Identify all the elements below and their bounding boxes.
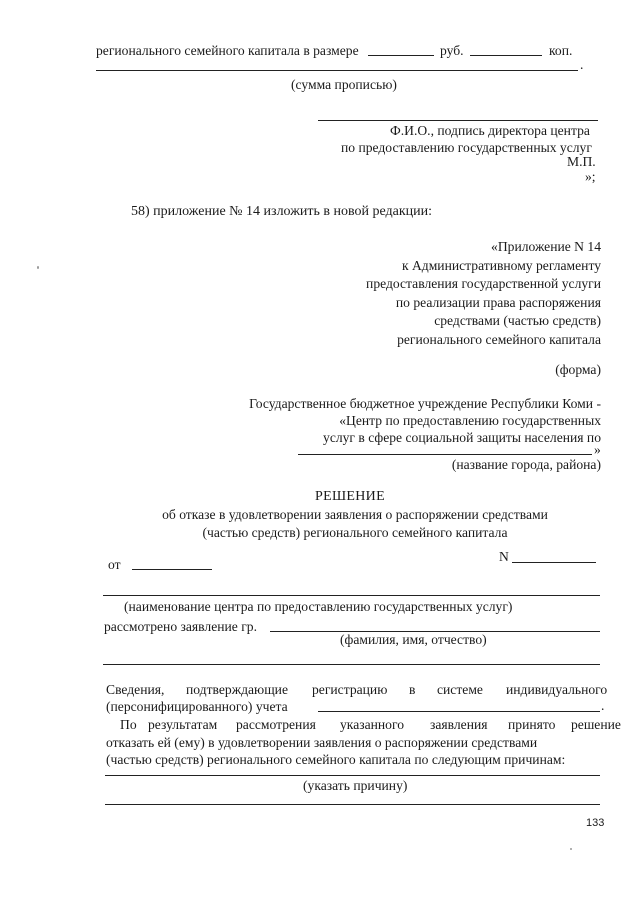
decision-subtitle-2: (частью средств) регионального семейного капитала [202,525,508,540]
city-district-line [298,454,592,455]
appendix-line-1: «Приложение N 14 [491,239,601,254]
result-word-2: результатам [148,717,218,732]
scan-speck [570,848,572,850]
info-word-2: подтверждающие [186,682,288,697]
signature-line [318,120,598,121]
reason-line [105,775,600,776]
decision-title: РЕШЕНИЕ [315,489,385,504]
appendix-line-2: к Административному регламенту [401,258,601,273]
info-word-5: системе [437,682,483,697]
date-label: от [108,557,121,572]
city-district-caption: (название города, района) [451,457,601,472]
kop-blank-line [470,55,542,56]
date-blank-line [132,569,212,570]
signature-close-quote: »; [585,169,596,184]
center-name-line [103,595,600,596]
info-word-1: Сведения, [106,682,165,697]
rub-blank-line [368,55,434,56]
sum-line-period: . [580,57,584,72]
appendix-line-4: по реализации права распоряжения [395,295,601,310]
registration-info-line [318,711,600,712]
result-line-3: (частью средств) регионального семейного капитала по следующим причинам: [106,752,566,767]
info-line-2: (персонифицированного) учета [106,699,288,714]
reason-extra-line [105,804,600,805]
considered-label: рассмотрено заявление гр. [104,619,257,634]
result-word-5: заявления [430,717,488,732]
kop-label: коп. [549,43,573,58]
result-word-6: принято [508,717,556,732]
applicant-extra-line [103,664,600,665]
result-word-4: указанного [340,717,405,732]
info-word-4: в [409,682,416,697]
form-label: (форма) [555,362,601,377]
appendix-line-5: средствами (частью средств) [434,313,601,328]
result-word-7: решение [571,717,621,732]
reason-caption: (указать причину) [303,778,408,793]
stamp-label: М.П. [567,154,596,169]
institution-line-2: «Центр по предоставлению государственных [339,413,601,428]
institution-close-quote: » [594,442,601,457]
appendix-line-3: предоставления государственной услуги [366,276,601,291]
amount-line-text: регионального семейного капитала в размере [96,43,359,58]
info-word-3: регистрацию [312,682,388,697]
info-end-period: . [601,698,605,713]
institution-line-1: Государственное бюджетное учреждение Республики Коми - [249,396,601,411]
result-word-3: рассмотрения [236,717,316,732]
result-word-1: По [120,717,137,732]
rub-label: руб. [440,43,464,58]
item-58-text: 58) приложение № 14 изложить в новой редакции: [131,204,433,219]
fio-caption: (фамилия, имя, отчество) [340,632,487,647]
sum-words-line [96,70,578,71]
decision-subtitle-1: об отказе в удовлетворении заявления о распоряжении средствами [162,507,548,522]
center-name-caption: (наименование центра по предоставлению государственных услуг) [124,599,513,614]
result-line-2: отказать ей (ему) в удовлетворении заявления о распоряжении средствами [106,735,538,750]
institution-line-3: услуг в сфере социальной защиты населения по [323,430,601,445]
number-label: N [499,549,509,564]
info-word-6: индивидуального [506,682,608,697]
sum-caption: (сумма прописью) [291,77,397,92]
scan-speck [37,266,39,269]
signature-caption-2: по предоставлению государственных услуг [341,140,592,155]
signature-caption-1: Ф.И.О., подпись директора центра [390,123,590,138]
appendix-line-6: регионального семейного капитала [397,332,601,347]
number-blank-line [512,562,596,563]
page-number: 133 [586,817,605,829]
